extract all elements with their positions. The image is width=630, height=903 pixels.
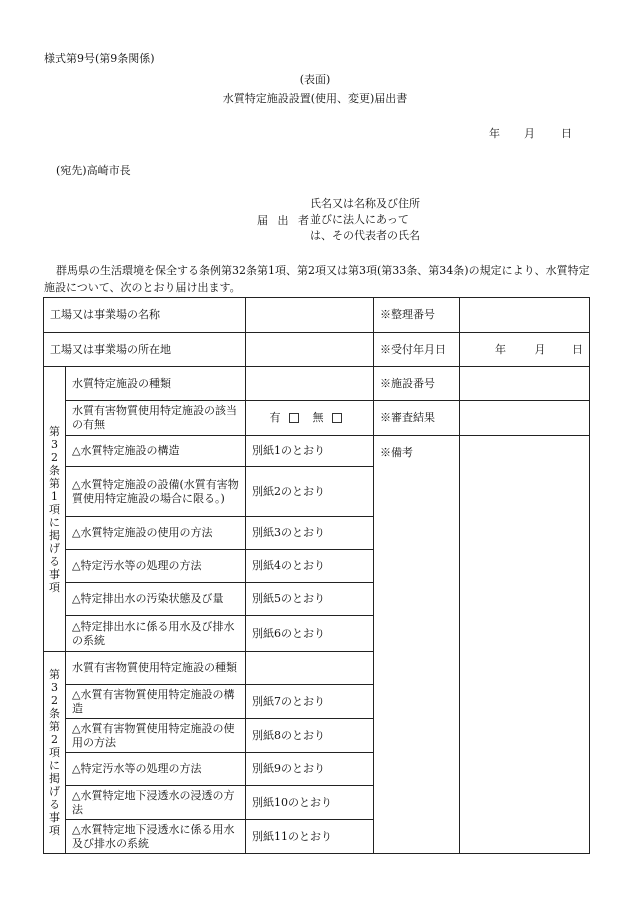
item-label: △特定汚水等の処理の方法 xyxy=(66,753,246,786)
form-label: 様式第9号(第9条関係) xyxy=(44,52,155,65)
checkbox-no[interactable] xyxy=(332,413,342,423)
item-value: 別紙7のとおり xyxy=(246,685,374,719)
table-row xyxy=(44,401,590,436)
item-value: 別紙8のとおり xyxy=(246,719,374,753)
item-label: △水質特定施設の構造 xyxy=(66,436,246,467)
table-row xyxy=(44,367,590,401)
item-label: 水質有害物質使用特定施設の種類 xyxy=(66,652,246,685)
received-date-field[interactable] xyxy=(460,333,590,367)
remarks-field[interactable] xyxy=(460,436,590,854)
item-value: 別紙2のとおり xyxy=(246,467,374,517)
item-label: 水質有害物質使用特定施設の該当の有無 xyxy=(66,401,246,436)
table-row xyxy=(44,298,590,333)
presence-field xyxy=(246,401,374,436)
item-value: 別紙5のとおり xyxy=(246,583,374,616)
table-row xyxy=(44,333,590,367)
date-month: 月 xyxy=(524,127,535,140)
intro-text: 群馬県の生活環境を保全する条例第32条第1項、第2項又は第3項(第33条、第34条)の規定により、水質特定施設について、次のとおり届け出ます。 xyxy=(44,264,590,294)
item-value: 別紙9のとおり xyxy=(246,753,374,786)
applicant-line: 氏名又は名称及び住所 xyxy=(310,197,420,210)
date-year: 年 xyxy=(489,127,500,140)
review-result-field[interactable] xyxy=(460,401,590,436)
remarks-label: ※備考 xyxy=(374,436,460,854)
received-date-label: ※受付年月日 xyxy=(374,333,460,367)
item-value: 別紙6のとおり xyxy=(246,616,374,652)
item-value[interactable] xyxy=(246,367,374,401)
ref-number-field[interactable] xyxy=(460,298,590,333)
checkbox-yes[interactable] xyxy=(289,413,299,423)
facility-number-label: ※施設番号 xyxy=(374,367,460,401)
factory-name-field[interactable] xyxy=(246,298,374,333)
date-day: 日 xyxy=(561,127,572,140)
item-label: 水質特定施設の種類 xyxy=(66,367,246,401)
document-title: 水質特定施設設置(使用、変更)届出書 xyxy=(222,92,408,105)
item-label: △特定排出水の汚染状態及び量 xyxy=(66,583,246,616)
item-label: △水質特定地下浸透水の浸透の方法 xyxy=(66,786,246,820)
notification-table xyxy=(43,297,590,854)
item-label: △水質有害物質使用特定施設の構造 xyxy=(66,685,246,719)
received-year: 年 xyxy=(495,342,506,356)
item-label: △水質特定地下浸透水に係る用水及び排水の系統 xyxy=(66,820,246,854)
item-value: 別紙4のとおり xyxy=(246,550,374,583)
group1-label-text: 第32条第1項に掲げる事項 xyxy=(49,424,60,594)
applicant-label: 届 出 者 xyxy=(257,214,312,227)
applicant-line: 並びに法人にあって xyxy=(310,213,409,226)
presence-no: 無 xyxy=(312,411,324,424)
item-label: △水質特定施設の設備(水質有害物質使用特定施設の場合に限る。) xyxy=(66,467,246,517)
item-label: △特定排出水に係る用水及び排水の系統 xyxy=(66,616,246,652)
applicant-line: は、その代表者の氏名 xyxy=(310,229,420,242)
ref-number-label: ※整理番号 xyxy=(374,298,460,333)
table-row xyxy=(44,436,590,467)
item-label: △特定汚水等の処理の方法 xyxy=(66,550,246,583)
item-label: △水質特定施設の使用の方法 xyxy=(66,517,246,550)
group2-label-text: 第32条第2項に掲げる事項 xyxy=(49,668,60,837)
factory-name-label: 工場又は事業場の名称 xyxy=(44,298,246,333)
applicant-lines xyxy=(310,196,420,244)
group2-label xyxy=(44,652,66,854)
factory-location-label: 工場又は事業場の所在地 xyxy=(44,333,246,367)
received-day: 日 xyxy=(572,342,583,356)
addressee: (宛先)高崎市長 xyxy=(56,164,131,177)
item-label: △水質有害物質使用特定施設の使用の方法 xyxy=(66,719,246,753)
item-value[interactable] xyxy=(246,652,374,685)
factory-location-field[interactable] xyxy=(246,333,374,367)
item-value: 別紙3のとおり xyxy=(246,517,374,550)
item-value: 別紙11のとおり xyxy=(246,820,374,854)
group1-label xyxy=(44,367,66,652)
received-month: 月 xyxy=(534,342,546,356)
facility-number-field[interactable] xyxy=(460,367,590,401)
review-result-label: ※審査結果 xyxy=(374,401,460,436)
item-value: 別紙1のとおり xyxy=(246,436,374,467)
side-label: (表面) xyxy=(299,73,331,86)
presence-yes: 有 xyxy=(269,411,281,424)
item-value: 別紙10のとおり xyxy=(246,786,374,820)
